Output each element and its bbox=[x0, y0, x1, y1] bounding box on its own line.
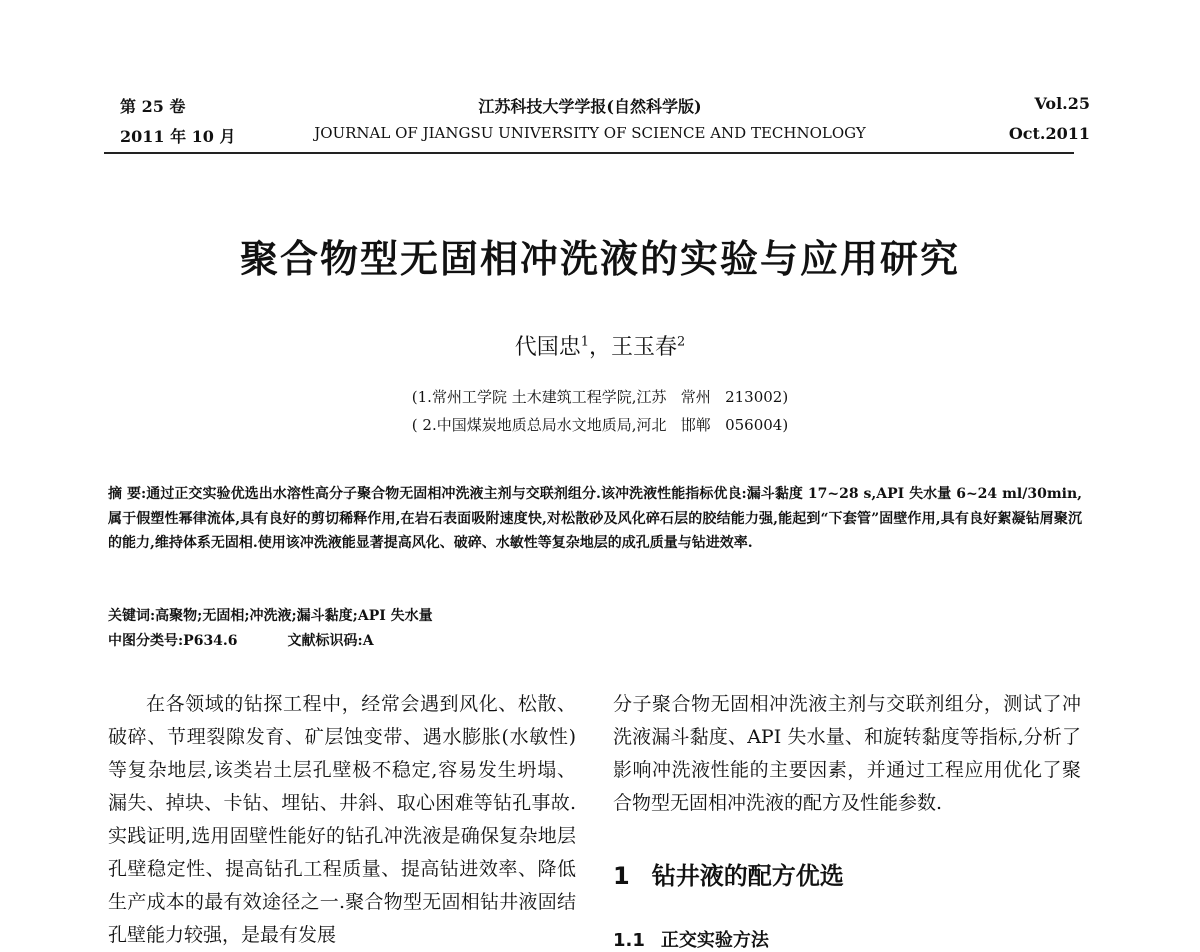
affiliation-2: ( 2.中国煤炭地质总局水文地质局,河北 邯郸 056004) bbox=[411, 416, 789, 434]
clc-label: 中图分类号: bbox=[108, 633, 184, 649]
abstract-label: 摘 要: bbox=[108, 486, 147, 502]
doc-code-value: A bbox=[362, 633, 374, 649]
header-journal-cn: 江苏科技大学学报(自然科学版) bbox=[478, 97, 702, 116]
keywords bbox=[108, 605, 433, 625]
author-2: 王玉春 bbox=[611, 335, 678, 360]
author-separator: ， bbox=[588, 335, 611, 360]
header-volume-cn: 第 25 卷 bbox=[120, 97, 186, 116]
subsection-heading-1-1 bbox=[613, 926, 769, 952]
subsection-number: 1.1 bbox=[613, 930, 645, 951]
header-volume-en: Vol.25 bbox=[1034, 94, 1090, 113]
subsection-title: 正交实验方法 bbox=[660, 930, 769, 951]
author-line bbox=[0, 330, 1200, 361]
clc-value: P634.6 bbox=[183, 633, 238, 649]
section-title: 钻井液的配方优选 bbox=[651, 862, 844, 890]
classification bbox=[108, 630, 374, 650]
abstract bbox=[108, 482, 1082, 556]
doc-code-label: 文献标识码: bbox=[287, 633, 363, 649]
header-date-en: Oct.2011 bbox=[1008, 124, 1090, 143]
keywords-label: 关键词: bbox=[108, 608, 156, 624]
author-1: 代国忠 bbox=[514, 335, 581, 360]
author-2-affil-mark: 2 bbox=[677, 334, 686, 350]
body-left-column: 在各领域的钻探工程中，经常会遇到风化、松散、破碎、节理裂隙发育、矿层蚀变带、遇水膨胀(水敏性)等复杂地层,该类岩土层孔壁极不稳定,容易发生坍塌、漏失、掉块、卡钻、埋钻、井斜、取心困难等钻孔事故.实践证明,选用固壁性能好的钻孔冲洗液是确保复杂地层孔壁稳定性、提高钻孔工程质量、提高钻进效率、降低生产成本的最有效途径之一.聚合物型无固相钻井液固结孔壁能力较强，是最有发展 bbox=[108, 693, 576, 946]
keywords-text: 高聚物;无固相;冲洗液;漏斗黏度;API 失水量 bbox=[155, 608, 433, 624]
header-rule bbox=[104, 152, 1074, 154]
header-journal-en: JOURNAL OF JIANGSU UNIVERSITY OF SCIENCE AND TECHNOLOGY bbox=[314, 124, 866, 142]
paper-title: 聚合物型无固相冲洗液的实验与应用研究 bbox=[239, 237, 960, 281]
section-heading-1 bbox=[613, 856, 844, 891]
header-date-cn: 2011 年 10 月 bbox=[120, 127, 236, 146]
affiliation-1: (1.常州工学院 土木建筑工程学院,江苏 常州 213002) bbox=[411, 388, 789, 406]
author-1-affil-mark: 1 bbox=[580, 334, 589, 350]
section-number: 1 bbox=[613, 862, 630, 890]
body-right-column: 分子聚合物无固相冲洗液主剂与交联剂组分，测试了冲洗液漏斗黏度、API 失水量、和旋转黏度等指标,分析了影响冲洗液性能的主要因素，并通过工程应用优化了聚合物型无固相冲洗液的配方及性能参数. bbox=[613, 693, 1081, 814]
abstract-text: 通过正交实验优选出水溶性高分子聚合物无固相冲洗液主剂与交联剂组分.该冲洗液性能指标优良:漏斗黏度 17~28 s,API 失水量 6~24 ml/30min,属于假塑性幂律流体,具有良好的剪切稀释作用,在岩石表面吸附速度快,对松散砂及风化碎石层的胶结能力强,能起到“下套管”固壁作用,具有良好絮凝钻屑聚沉的能力,维持体系无固相.使用该冲洗液能显著提高风化、破碎、水敏性等复杂地层的成孔质量与钻进效率. bbox=[108, 486, 1083, 551]
